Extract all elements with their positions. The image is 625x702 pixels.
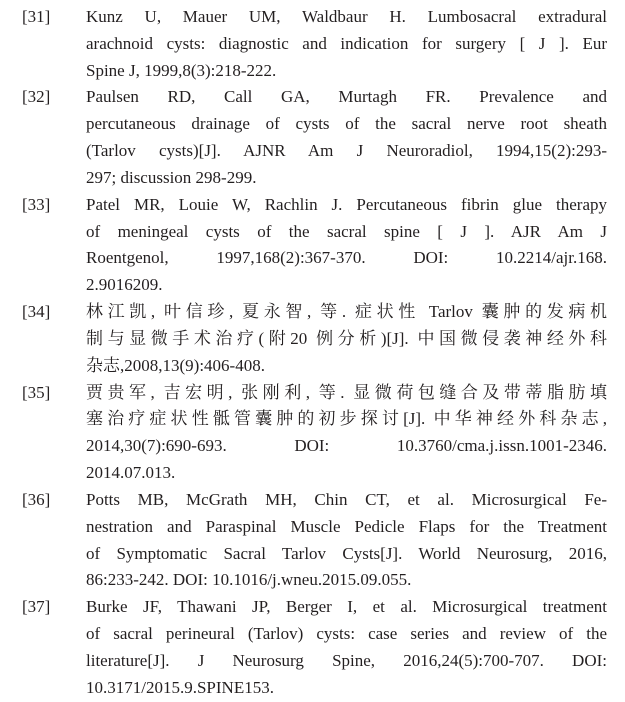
reference-text-line: Patel MR, Louie W, Rachlin J. Percutaneous fibrin glue therapy — [86, 194, 607, 214]
reference-text-line: 塞治疗症状性骶管囊肿的初步探讨[J]. 中华神经外科杂志, — [86, 409, 607, 429]
reference-text-line: 2014.07.013. — [86, 463, 176, 483]
reference-text-line: 10.3171/2015.9.SPINE153. — [86, 677, 274, 697]
reference-text-line: of sacral perineural (Tarlov) cysts: case series and review of the — [86, 624, 607, 644]
reference-text-line: Burke JF, Thawani JP, Berger I, et al. Microsurgical treatment — [86, 597, 607, 617]
reference-text-line: 杂志,2008,13(9):406-408. — [86, 355, 265, 375]
reference-text-line: Paulsen RD, Call GA, Murtagh FR. Prevalence and — [86, 87, 607, 107]
reference-entry — [0, 380, 625, 487]
reference-text-line: 2014,30(7):690-693. DOI: 10.3760/cma.j.issn.1001-2346. — [86, 436, 607, 456]
reference-number: [36] — [22, 489, 51, 509]
reference-text-line: 297; discussion 298-299. — [86, 167, 257, 187]
reference-text-line: 2.9016209. — [86, 275, 163, 295]
reference-text-line: Roentgenol, 1997,168(2):367-370. DOI: 10.2214/ajr.168. — [86, 248, 607, 268]
reference-entry — [0, 487, 625, 594]
reference-number: [37] — [22, 597, 51, 617]
reference-text-line: literature[J]. J Neurosurg Spine, 2016,24(5):700-707. DOI: — [86, 650, 607, 670]
reference-number: [33] — [22, 194, 51, 214]
reference-text-line: 86:233-242. DOI: 10.1016/j.wneu.2015.09.055. — [86, 570, 412, 590]
reference-number: [34] — [22, 302, 51, 322]
reference-text-line: arachnoid cysts: diagnostic and indication for surgery [ J ]. Eur — [86, 33, 607, 53]
reference-text-line: 贾贵军, 吉宏明, 张刚利, 等. 显微荷包缝合及带蒂脂肪填 — [86, 382, 607, 402]
reference-entry — [0, 594, 625, 701]
reference-number: [32] — [22, 87, 51, 107]
reference-text-line: 制与显微手术治疗(附20 例分析)[J]. 中国微侵袭神经外科 — [86, 328, 607, 348]
reference-entry — [0, 84, 625, 191]
reference-text-line: percutaneous drainage of cysts of the sacral nerve root sheath — [86, 114, 607, 134]
reference-text-line: Kunz U, Mauer UM, Waldbaur H. Lumbosacral extradural — [86, 7, 607, 26]
reference-number: [35] — [22, 382, 51, 402]
reference-entry — [0, 4, 625, 84]
reference-text-line: Spine J, 1999,8(3):218-222. — [86, 60, 277, 80]
reference-text-line: of meningeal cysts of the sacral spine [ J ]. AJR Am J — [86, 221, 607, 241]
reference-entry — [0, 299, 625, 379]
reference-text-line: nestration and Paraspinal Muscle Pedicle Flaps for the Treatment — [86, 516, 607, 536]
reference-number: [31] — [22, 7, 51, 26]
reference-text-line: 林江凯, 叶信珍, 夏永智, 等. 症状性 Tarlov 囊肿的发病机 — [86, 302, 607, 322]
reference-entry — [0, 192, 625, 299]
reference-list — [0, 4, 625, 702]
reference-text-line: Potts MB, McGrath MH, Chin CT, et al. Microsurgical Fe- — [86, 489, 607, 509]
reference-text-line: of Symptomatic Sacral Tarlov Cysts[J]. World Neurosurg, 2016, — [86, 543, 607, 563]
reference-text-line: (Tarlov cysts)[J]. AJNR Am J Neuroradiol, 1994,15(2):293- — [86, 141, 607, 161]
